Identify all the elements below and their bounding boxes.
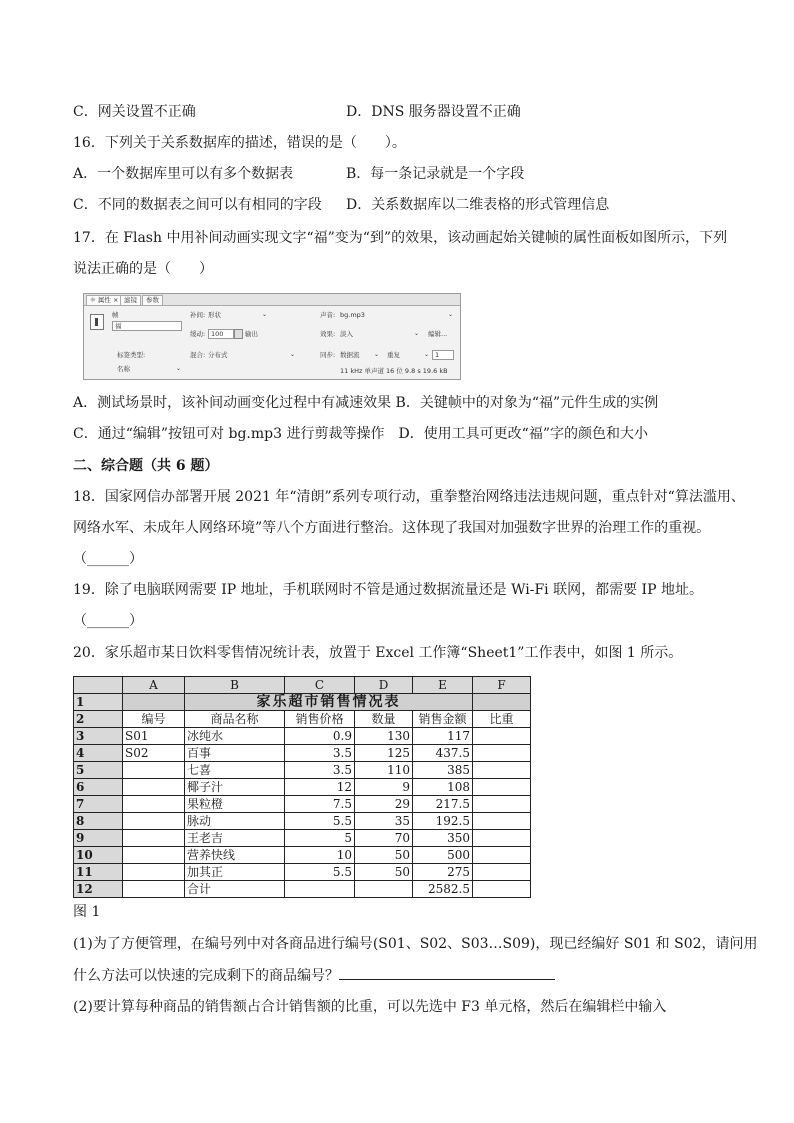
table-row <box>74 779 531 796</box>
cell[interactable]: 百事 <box>185 745 285 762</box>
q17-options-cd: C．通过“编辑”按钮可对 bg.mp3 进行剪裁等操作 D．使用工具可更改“福”字的颜色和大小 <box>73 426 648 442</box>
blend-label: 混合: <box>190 351 206 359</box>
label-type-select[interactable]: 名称 <box>117 365 130 373</box>
cell[interactable]: 500 <box>413 847 473 864</box>
chevron-down-icon[interactable]: ⌄ <box>414 330 420 337</box>
cell[interactable]: 加其正 <box>185 864 285 881</box>
sound-select[interactable]: bg.mp3 <box>340 311 365 319</box>
table-row <box>74 796 531 813</box>
q16-option-b: B．每一条记录就是一个字段 <box>346 166 525 182</box>
table-row <box>74 881 531 898</box>
cell[interactable]: 营养快线 <box>185 847 285 864</box>
cell[interactable] <box>285 881 355 898</box>
flash-property-panel <box>83 293 461 380</box>
sync-label: 同步: <box>320 351 336 359</box>
table-row <box>74 847 531 864</box>
chevron-down-icon[interactable]: ⌄ <box>262 311 268 318</box>
q17-options-ab: A．测试场景时，该补间动画变化过程中有减速效果 B．关键帧中的对象为“福”元件生成的实例 <box>73 395 659 411</box>
cell[interactable]: 10 <box>285 847 355 864</box>
cell[interactable] <box>123 694 185 711</box>
row-number[interactable]: 1 <box>74 694 123 711</box>
q17-stem-line1: 17．在 Flash 中用补间动画实现文字“福”变为“到”的效果，该动画起始关键帧的属性面板如图所示，下列 <box>73 230 728 246</box>
cell[interactable]: S01 <box>123 728 185 745</box>
sheet-body <box>74 728 531 898</box>
answer-blank[interactable] <box>339 965 555 980</box>
panel-tab-bar <box>84 294 460 306</box>
cell[interactable] <box>123 864 185 881</box>
cell[interactable]: 合计 <box>185 881 285 898</box>
q17-stem-line2: 说法正确的是（ ） <box>73 261 213 277</box>
label-type-label: 标签类型: <box>117 351 146 359</box>
cell[interactable] <box>473 796 531 813</box>
table-row <box>74 813 531 830</box>
header-cell[interactable]: 商品名称 <box>185 711 285 728</box>
row-number[interactable]: 2 <box>74 711 123 728</box>
column-header[interactable]: F <box>473 677 531 694</box>
q16-option-a: A．一个数据库里可以有多个数据表 <box>73 166 294 182</box>
q19-line1: 19．除了电脑联网需要 IP 地址，手机联网时不管是通过数据流量还是 Wi-Fi 联网，都需要 IP 地址。 <box>73 582 703 598</box>
cell[interactable] <box>123 847 185 864</box>
cell[interactable]: 脉动 <box>185 813 285 830</box>
ease-out-label: 输出 <box>245 330 258 338</box>
row-number[interactable]: 5 <box>74 762 123 779</box>
cell[interactable]: 117 <box>413 728 473 745</box>
cell[interactable] <box>123 881 185 898</box>
tab-properties[interactable]: ☼ 属性 × <box>86 295 122 306</box>
cell[interactable] <box>473 847 531 864</box>
sound-label: 声音: <box>320 311 336 319</box>
cell[interactable] <box>473 830 531 847</box>
q18-line2: 网络水军、未成年人网络环境”等八个方面进行整治。这体现了我国对加强数字世界的治理工作的重视。 <box>73 520 711 536</box>
cell[interactable]: 50 <box>355 864 413 881</box>
header-cell[interactable]: 数量 <box>355 711 413 728</box>
cell[interactable] <box>123 813 185 830</box>
row-number[interactable]: 3 <box>74 728 123 745</box>
row-number[interactable]: 6 <box>74 779 123 796</box>
corner-cell <box>74 677 123 694</box>
column-header[interactable]: D <box>355 677 413 694</box>
table-row <box>74 762 531 779</box>
repeat-select[interactable]: 重复 <box>387 351 400 359</box>
cell[interactable] <box>473 728 531 745</box>
chevron-down-icon[interactable]: ⌄ <box>374 351 380 358</box>
cell[interactable]: 0.9 <box>285 728 355 745</box>
cell[interactable]: 217.5 <box>413 796 473 813</box>
cell[interactable] <box>473 745 531 762</box>
cell[interactable]: 3.5 <box>285 762 355 779</box>
table-row <box>74 864 531 881</box>
frame-icon <box>90 314 104 330</box>
q18-answer-blank[interactable]: （______） <box>73 551 143 567</box>
effect-select[interactable]: 淡入 <box>340 330 353 338</box>
frame-name-input[interactable]: 福 <box>112 321 182 331</box>
column-header[interactable]: C <box>285 677 355 694</box>
effect-label: 效果: <box>320 330 336 338</box>
cell[interactable]: 5.5 <box>285 864 355 881</box>
edit-button[interactable]: 编辑... <box>428 330 448 338</box>
header-cell[interactable]: 编号 <box>123 711 185 728</box>
cell[interactable]: 70 <box>355 830 413 847</box>
ease-label: 缓动: <box>190 330 206 338</box>
cell[interactable]: 5 <box>285 830 355 847</box>
row-number[interactable]: 4 <box>74 745 123 762</box>
cell[interactable]: 29 <box>355 796 413 813</box>
row-number[interactable]: 8 <box>74 813 123 830</box>
cell[interactable]: 130 <box>355 728 413 745</box>
cell[interactable]: 437.5 <box>413 745 473 762</box>
q20-sub1-line1: (1)为了方便管理，在编号列中对各商品进行编号(S01、S02、S03…S09)，现已经编好 S01 和 S02，请问用 <box>73 936 758 952</box>
q16-option-d: D．关系数据库以二维表格的形式管理信息 <box>346 197 610 213</box>
table-row <box>74 711 531 728</box>
cell[interactable]: 果粒橙 <box>185 796 285 813</box>
cell[interactable]: 椰子汁 <box>185 779 285 796</box>
cell[interactable]: 9 <box>355 779 413 796</box>
cell[interactable] <box>473 881 531 898</box>
cell[interactable]: 冰纯水 <box>185 728 285 745</box>
tab-filters[interactable]: 滤镜 <box>120 295 141 306</box>
row-number[interactable]: 10 <box>74 847 123 864</box>
cell[interactable]: 12 <box>285 779 355 796</box>
sync-select[interactable]: 数据流 <box>340 351 360 359</box>
cell[interactable]: 385 <box>413 762 473 779</box>
ease-spinner-icon[interactable] <box>234 329 243 339</box>
cell[interactable]: 110 <box>355 762 413 779</box>
header-cell[interactable]: 比重 <box>473 711 531 728</box>
cell[interactable] <box>473 864 531 881</box>
cell[interactable] <box>473 694 531 711</box>
figure-caption: 图 1 <box>73 904 101 920</box>
blend-select[interactable]: 分布式 <box>208 351 228 359</box>
header-cell[interactable]: 销售价格 <box>285 711 355 728</box>
q20-sub2-line1: (2)要计算每种商品的销售额占合计销售额的比重，可以先选中 F3 单元格，然后在编辑栏中输入 <box>73 999 667 1015</box>
q16-stem: 16．下列关于关系数据库的描述，错误的是（ ）。 <box>73 135 406 151</box>
chevron-down-icon[interactable]: ⌄ <box>448 311 454 318</box>
tween-select[interactable]: 形状 <box>208 311 221 319</box>
cell[interactable]: 王老吉 <box>185 830 285 847</box>
q15-option-c: C．网关设置不正确 <box>73 104 196 120</box>
column-header[interactable]: A <box>123 677 185 694</box>
cell[interactable] <box>123 779 185 796</box>
table-row <box>74 830 531 847</box>
sound-info: 11 kHz 单声道 16 位 9.8 s 19.6 kB <box>340 367 448 375</box>
table-row <box>74 694 531 711</box>
tab-parameters[interactable]: 参数 <box>142 295 163 306</box>
table-row <box>74 745 531 762</box>
column-header[interactable]: B <box>185 677 285 694</box>
cell[interactable] <box>473 762 531 779</box>
q20-sub1-line2-text: 什么方法可以快速的完成剩下的商品编号？ <box>73 968 339 984</box>
cell[interactable]: 108 <box>413 779 473 796</box>
column-header-row <box>74 677 531 694</box>
cell[interactable]: S02 <box>123 745 185 762</box>
chevron-down-icon[interactable]: ⌄ <box>176 365 182 372</box>
cell[interactable] <box>355 881 413 898</box>
section-heading: 二、综合题（共 6 题） <box>73 458 219 474</box>
q16-option-c: C．不同的数据表之间可以有相同的字段 <box>73 197 322 213</box>
header-cell[interactable]: 销售金额 <box>413 711 473 728</box>
cell[interactable] <box>473 779 531 796</box>
cell[interactable]: 50 <box>355 847 413 864</box>
q19-answer-blank[interactable]: （______） <box>73 613 143 629</box>
q15-option-d: D．DNS 服务器设置不正确 <box>346 104 521 120</box>
cell[interactable]: 35 <box>355 813 413 830</box>
repeat-count-input[interactable]: 1 <box>432 350 454 360</box>
chevron-down-icon[interactable]: ⌄ <box>424 351 430 358</box>
cell[interactable]: 5.5 <box>285 813 355 830</box>
row-number[interactable]: 9 <box>74 830 123 847</box>
sales-spreadsheet <box>73 676 531 898</box>
cell[interactable] <box>473 813 531 830</box>
frame-label: 帧 <box>112 311 119 319</box>
cell[interactable]: 275 <box>413 864 473 881</box>
row-number[interactable]: 11 <box>74 864 123 881</box>
cell[interactable] <box>123 762 185 779</box>
q20-line1: 20．家乐超市某日饮料零售情况统计表，放置于 Excel 工作簿“Sheet1”工作表中，如图 1 所示。 <box>73 645 683 661</box>
cell[interactable] <box>123 830 185 847</box>
cell[interactable]: 7.5 <box>285 796 355 813</box>
cell[interactable]: 350 <box>413 830 473 847</box>
table-row <box>74 728 531 745</box>
q20-sub1-line2 <box>73 965 555 986</box>
q18-line1: 18．国家网信办部署开展 2021 年“清朗”系列专项行动，重拳整治网络违法违规问题，重点针对“算法滥用、 <box>73 489 745 505</box>
cell[interactable] <box>123 796 185 813</box>
sheet-title-cell[interactable]: 家乐超市销售情况表 <box>185 694 473 711</box>
cell[interactable]: 3.5 <box>285 745 355 762</box>
cell[interactable]: 192.5 <box>413 813 473 830</box>
column-header[interactable]: E <box>413 677 473 694</box>
row-number[interactable]: 7 <box>74 796 123 813</box>
chevron-down-icon[interactable]: ⌄ <box>290 351 296 358</box>
ease-input[interactable]: 100 <box>208 329 234 339</box>
cell[interactable]: 125 <box>355 745 413 762</box>
cell[interactable]: 七喜 <box>185 762 285 779</box>
cell[interactable]: 2582.5 <box>413 881 473 898</box>
row-number[interactable]: 12 <box>74 881 123 898</box>
tween-label: 补间: <box>190 311 206 319</box>
